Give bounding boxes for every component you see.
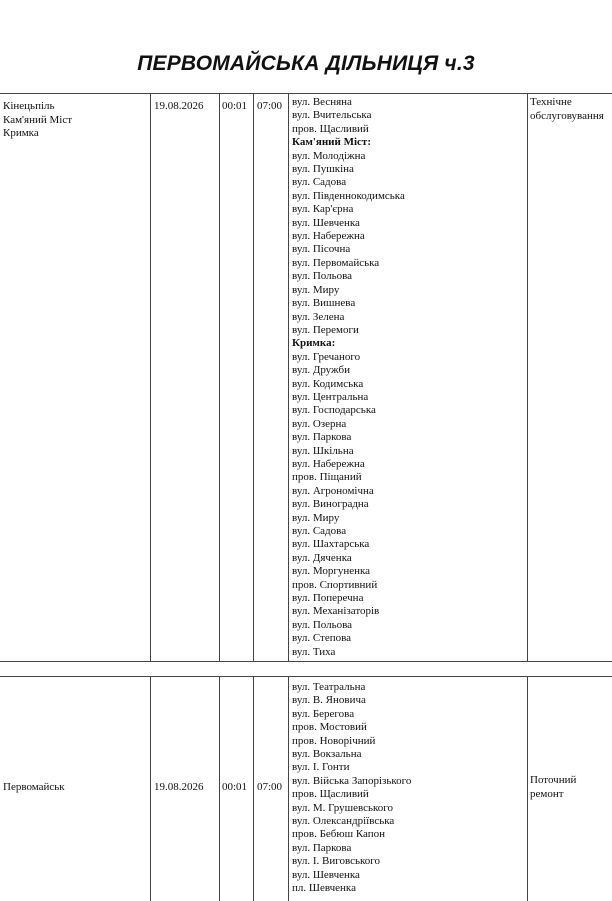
street-item: вул. І. Виговського (292, 855, 380, 868)
street-item: вул. Кодимська (292, 377, 364, 390)
settlement-name: Кам'яний Міст (3, 113, 73, 126)
street-group-header: Кримка: (292, 337, 336, 350)
end-time-cell: 07:00 (257, 100, 283, 112)
date-cell: 19.08.2026 (154, 100, 204, 112)
street-item: вул. Первомайська (292, 256, 380, 269)
settlements-cell (3, 100, 72, 141)
street-item: вул. Господарська (292, 404, 376, 417)
street-item: вул. Степова (292, 632, 352, 645)
street-item: вул. Гречаного (292, 350, 361, 363)
street-item: вул. В. Яновича (292, 694, 366, 707)
street-item: вул. Зелена (292, 310, 345, 323)
street-item: вул. М. Грушевського (292, 801, 394, 814)
street-item: вул. Садова (292, 525, 347, 537)
street-item: вул. Дяченка (292, 551, 352, 564)
start-time-cell: 00:01 (222, 781, 248, 793)
street-item: вул. Агрономічна (292, 484, 374, 497)
street-item: вул. Тиха (292, 645, 336, 658)
street-item: вул. Берегова (292, 707, 355, 720)
street-item: пров. Піщаний (292, 471, 362, 484)
street-item: вул. Виноградна (292, 498, 369, 511)
street-item: вул. Механізаторів (292, 605, 380, 618)
street-item: вул. І. Гонти (292, 761, 350, 774)
start-time-cell: 00:01 (222, 100, 248, 112)
street-item: вул. Польова (292, 618, 353, 631)
street-item: пров. Щасливий (292, 788, 369, 801)
work-type-line: ремонт (530, 787, 564, 800)
street-item: пров. Новорічний (292, 734, 376, 747)
street-item: вул. Пушкіна (292, 163, 354, 176)
street-item: пров. Щасливий (292, 122, 369, 135)
street-item: вул. Моргуненка (292, 565, 371, 578)
street-item: пл. Шевченка (292, 882, 356, 895)
street-item: вул. Олександріївська (292, 815, 395, 828)
street-item: вул. Весняна (292, 96, 352, 108)
street-item: вул. Миру (292, 511, 340, 524)
street-item: вул. Шевченка (292, 868, 360, 881)
table-row (0, 93, 612, 662)
street-item: вул. Перемоги (292, 323, 359, 336)
street-item: вул. Паркова (292, 431, 352, 444)
settlement-name: Кінецьпіль (3, 100, 55, 112)
street-item: вул. Шевченка (292, 216, 360, 229)
street-item: вул. Театральна (292, 681, 366, 693)
street-item: пров. Бебюш Капон (292, 828, 386, 841)
end-time-cell: 07:00 (257, 781, 283, 793)
work-type-line: Поточний (530, 774, 577, 786)
street-item: вул. Шахтарська (292, 538, 370, 551)
street-item: вул. Озерна (292, 417, 347, 430)
street-item: вул. Молодіжна (292, 149, 366, 162)
street-item: вул. Набережна (292, 230, 365, 243)
settlement-name: Первомайськ (3, 781, 65, 793)
streets-list (292, 681, 411, 896)
settlement-name: Кримка (3, 127, 39, 139)
table-row (0, 676, 612, 901)
street-item: вул. Паркова (292, 841, 352, 854)
street-item: вул. Вчительська (292, 109, 372, 122)
street-item: вул. Вишнева (292, 297, 356, 310)
street-item: вул. Набережна (292, 457, 365, 470)
settlements-cell (3, 781, 65, 795)
street-item: вул. Центральна (292, 390, 369, 403)
street-item: вул. Садова (292, 176, 347, 189)
street-item: вул. Дружби (292, 364, 350, 377)
street-group-header: Кам'яний Міст: (292, 136, 371, 149)
street-item: вул. Вокзальна (292, 748, 362, 761)
street-item: вул. Війська Запорізького (292, 774, 412, 787)
street-item: вул. Південнокодимська (292, 189, 405, 202)
street-item: вул. Пісочна (292, 243, 351, 256)
work-type-cell (530, 96, 604, 123)
work-type-line: Технічне (530, 96, 572, 108)
street-item: вул. Польова (292, 270, 353, 283)
street-item: пров. Мостовий (292, 721, 367, 734)
work-type-cell (530, 774, 576, 801)
streets-list (292, 96, 405, 659)
street-item: вул. Кар'єрна (292, 203, 354, 216)
street-item: вул. Шкільна (292, 444, 354, 457)
street-item: вул. Миру (292, 283, 340, 296)
date-cell: 19.08.2026 (154, 781, 204, 793)
page-title: ПЕРВОМАЙСЬКА ДІЛЬНИЦЯ ч.3 (137, 52, 475, 75)
work-type-line: обслуговування (530, 109, 604, 122)
street-item: вул. Поперечна (292, 592, 364, 605)
street-item: пров. Спортивний (292, 578, 378, 591)
